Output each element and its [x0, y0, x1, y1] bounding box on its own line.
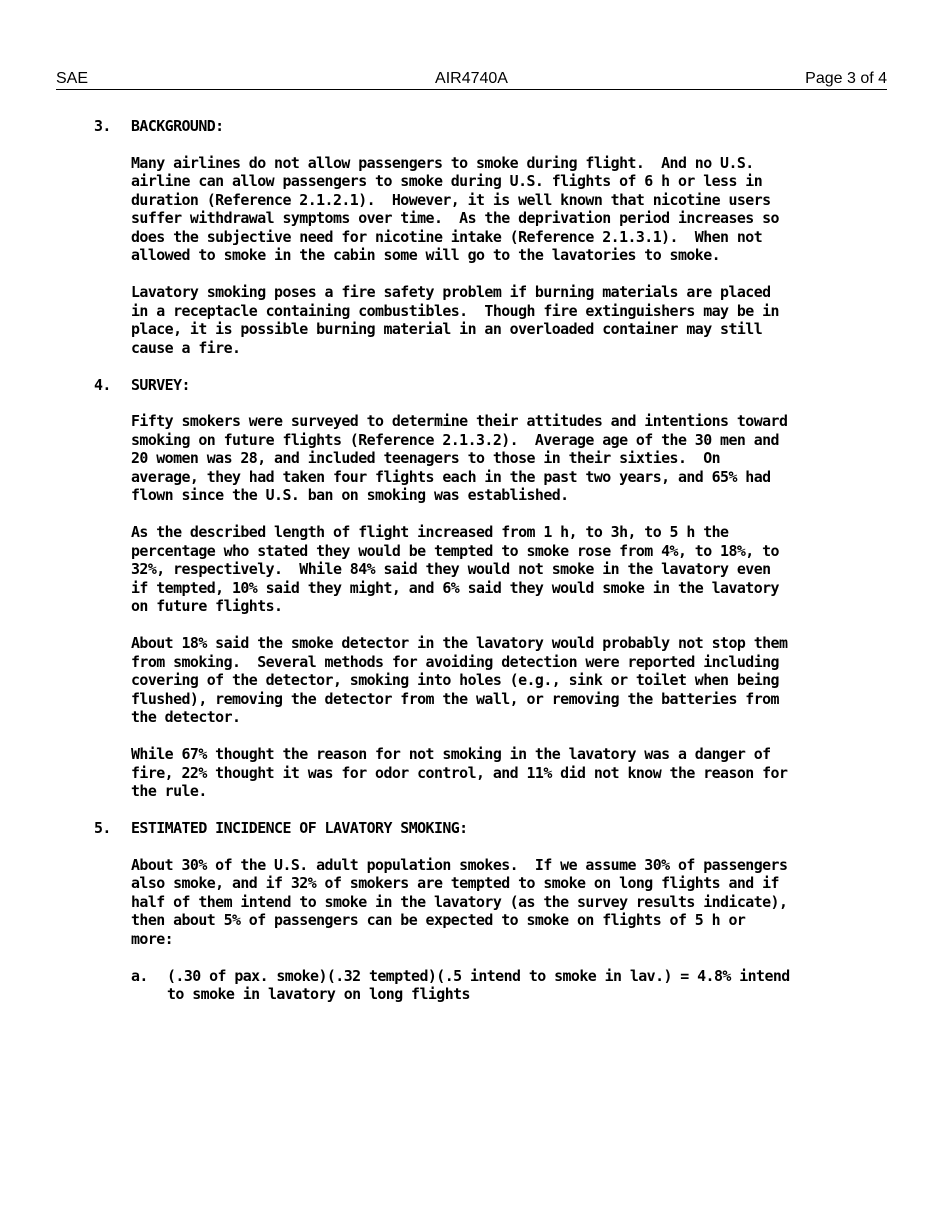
paragraph: As the described length of flight increased from 1 h, to 3h, to 5 h the percentage who stated they would be tempted to smoke rose from 4%, to 18%, to 32%, respectively. While 84% said they would not smoke in the lavatory even if tempted, 10% said they might, and 6% said they would smoke in the lavatory on future flights.	[131, 523, 779, 615]
section-estimated-incidence	[94, 819, 894, 1004]
section-heading	[94, 117, 894, 136]
section-heading	[94, 819, 894, 838]
paragraph: About 18% said the smoke detector in the lavatory would probably not stop them from smoking. Several methods for avoiding detection were reported including covering of the detector, smoking into holes (e.g., sink or toilet when being flushed), removing the detector from the wall, or removing the batteries from the detector.	[131, 634, 788, 726]
section-title: BACKGROUND:	[131, 117, 224, 135]
header-document-number: AIR4740A	[435, 70, 508, 87]
section-title: ESTIMATED INCIDENCE OF LAVATORY SMOKING:	[131, 819, 468, 837]
document-body	[94, 117, 894, 1004]
paragraph: While 67% thought the reason for not smoking in the lavatory was a danger of fire, 22% thought it was for odor control, and 11% did not know the reason for the rule.	[131, 745, 788, 800]
header-page-number: Page 3 of 4	[805, 70, 887, 87]
list-item-text: (.30 of pax. smoke)(.32 tempted)(.5 intend to smoke in lav.) = 4.8% intend to smoke in lavatory on long flights	[167, 966, 790, 1003]
paragraph: About 30% of the U.S. adult population smokes. If we assume 30% of passengers also smoke, and if 32% of smokers are tempted to smoke on long flights and if half of them intend to smoke in the lavatory (as the survey results indicate), then about 5% of passengers can be expected to smoke on flights of 5 h or more:	[131, 855, 788, 948]
section-background	[94, 117, 894, 357]
section-number: 5.	[94, 819, 111, 837]
header-organization: SAE	[56, 70, 89, 87]
section-number: 3.	[94, 117, 111, 135]
section-title: SURVEY:	[131, 375, 190, 394]
section-survey	[94, 376, 894, 801]
section-number: 4.	[94, 375, 111, 394]
page-header	[56, 69, 887, 90]
paragraph: Fifty smokers were surveyed to determine their attitudes and intentions toward smoking on future flights (Reference 2.1.3.2). Average age of the 30 men and 20 women was 28, and included teenagers to those in their sixties. On average, they had taken four flights each in the past two years, and 65% had flown since the U.S. ban on smoking was established.	[131, 412, 788, 504]
list-item	[131, 967, 894, 1004]
section-heading	[94, 376, 894, 395]
list-item-marker: a.	[131, 966, 148, 985]
paragraph: Lavatory smoking poses a fire safety problem if burning materials are placed in a receptacle containing combustibles. Though fire extinguishers may be in place, it is possible burning material in an overloaded container may still cause a fire.	[131, 283, 779, 357]
paragraph: Many airlines do not allow passengers to smoke during flight. And no U.S. airline can allow passengers to smoke during U.S. flights of 6 h or less in duration (Reference 2.1.2.1). However, it is well known that nicotine users suffer withdrawal symptoms over time. As the deprivation period increases so does the subjective need for nicotine intake (Reference 2.1.3.1). When not allowed to smoke in the cabin some will go to the lavatories to smoke.	[131, 153, 779, 264]
